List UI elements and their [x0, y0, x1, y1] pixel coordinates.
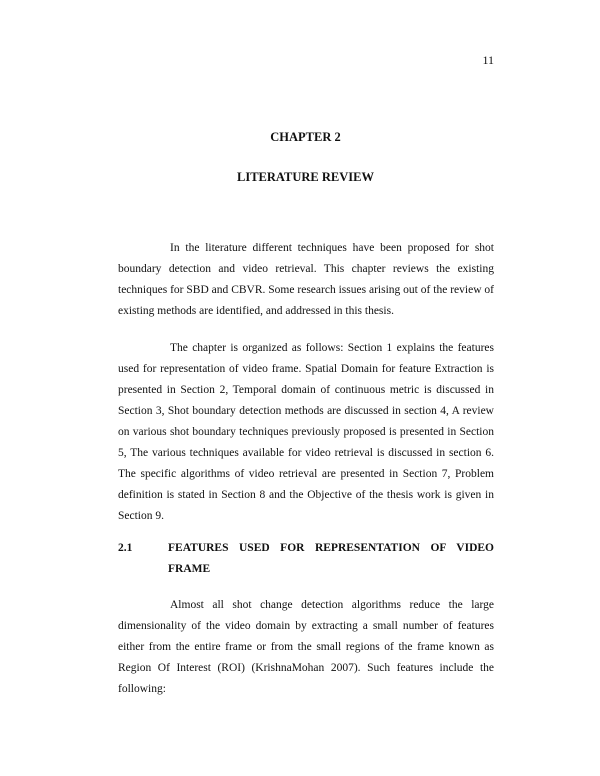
- chapter-label: CHAPTER 2: [270, 130, 341, 144]
- page-number: 11: [482, 53, 494, 67]
- chapter-organization-paragraph: The chapter is organized as follows: Section 1 explains the features used for representation of video frame. Spatial Domain for feature Extraction is presented in Section 2, Temporal domain of continuous metric is discussed in Section 3, Shot boundary detection methods are discussed in section 4, A review on various shot boundary techniques previously proposed is presented in Section 5, The various techniques available for video retrieval is discussed in section 6. The specific algorithms of video retrieval are presented in Section 7, Problem definition is stated in Section 8 and the Objective of the thesis work is given in Section 9.: [118, 342, 494, 522]
- chapter-title: LITERATURE REVIEW: [237, 170, 374, 184]
- section-title: FEATURES USED FOR REPRESENTATION OF VIDEO FRAME: [168, 542, 494, 575]
- intro-paragraph: In the literature different techniques have been proposed for shot boundary detection and video retrieval. This chapter reviews the existing techniques for SBD and CBVR. Some research issues arising out of the review of existing methods are identified, and addressed in this thesis.: [118, 242, 494, 317]
- features-intro-paragraph: Almost all shot change detection algorithms reduce the large dimensionality of the video domain by extracting a small number of features either from the entire frame or from the small regions of the frame known as Region Of Interest (ROI) (KrishnaMohan 2007). Such features include the following:: [118, 599, 494, 695]
- section-number: 2.1: [118, 542, 133, 554]
